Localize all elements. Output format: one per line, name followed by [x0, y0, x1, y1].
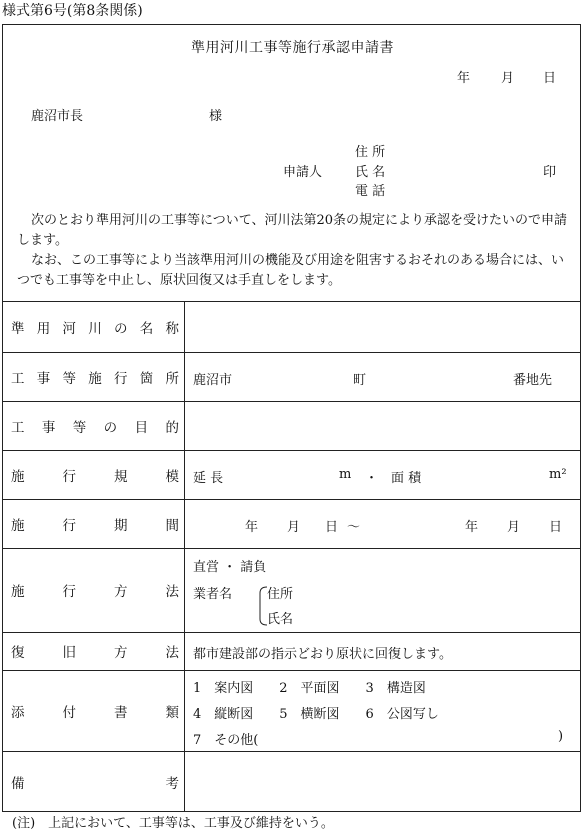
length-label: 延 長: [193, 471, 224, 486]
application-form: [2, 24, 581, 812]
label-char: 事: [36, 370, 51, 387]
footnote: (注) 上記において、工事等は、工事及び維持をいう。: [12, 816, 334, 831]
label-char: 行: [62, 584, 76, 600]
label-char: 法: [165, 584, 179, 600]
label-char: 川: [88, 320, 102, 337]
body-paragraph-2: なお、この工事等により当該準用河川の機能及び用途を阻害するおそれのある場合には、いつでも工事等を中止し、原状回復又は手直しをします。: [17, 253, 565, 288]
period-range: 〜: [347, 520, 361, 535]
address-label: 住 所: [355, 145, 386, 160]
period-start-day: 日: [325, 520, 339, 535]
period-end-day: 日: [549, 520, 563, 535]
label-char: の: [114, 320, 128, 337]
area-unit: m²: [549, 467, 567, 482]
row-label-remarks: [11, 751, 179, 813]
restoration-text: 都市建設部の指示どおり原状に回復します。: [193, 647, 452, 662]
row-label-method: [11, 548, 179, 632]
label-char: 施: [88, 370, 102, 387]
label-char: 書: [114, 704, 128, 721]
applicant-label: 申請人: [283, 165, 323, 180]
contractor-label: 業者名: [193, 587, 233, 602]
label-char: 的: [165, 419, 179, 436]
seal-mark: 印: [543, 165, 557, 180]
label-char: 名: [139, 320, 154, 337]
area-label: 面 積: [391, 471, 422, 486]
location-city: 鹿沼市: [193, 373, 233, 388]
label-char: 旧: [62, 645, 76, 661]
label-char: 方: [114, 645, 128, 661]
label-char: 備: [11, 776, 25, 792]
row-label-scale: [11, 450, 179, 499]
period-start-year: 年: [245, 520, 259, 535]
period-end-month: 月: [507, 520, 521, 535]
row-label-restoration: [11, 632, 179, 670]
phone-label: 電 話: [355, 184, 386, 199]
date-year: 年: [457, 71, 471, 86]
body-paragraph-1: 次のとおり準用河川の工事等について、河川法第20条の規定により承認を受けたいので申請します。: [17, 213, 568, 248]
label-char: 施: [11, 468, 25, 485]
label-char: 復: [11, 645, 25, 661]
label-char: 方: [114, 584, 128, 600]
label-char: 等: [62, 370, 76, 387]
label-char: 行: [62, 517, 76, 534]
label-char: の: [103, 419, 118, 436]
label-char: 河: [62, 320, 76, 337]
label-char: 間: [165, 517, 179, 534]
label-char: 箇: [139, 370, 154, 387]
label-char: 事: [41, 419, 56, 436]
label-char: 規: [114, 468, 128, 485]
scale-separator: ・: [365, 471, 379, 486]
row-label-purpose: [11, 401, 179, 450]
row-label-location: [11, 352, 179, 401]
form-number: 様式第6号(第8条関係): [2, 3, 143, 19]
name-label: 氏 名: [355, 165, 386, 180]
period-end-year: 年: [465, 520, 479, 535]
form-title: 準用河川工事等施行承認申請書: [191, 40, 394, 56]
contractor-address: 住所: [267, 587, 294, 602]
date-month: 月: [501, 71, 515, 86]
attachments-line-3: 7 その他(: [193, 733, 259, 748]
label-char: 工: [11, 370, 25, 387]
label-char: 用: [36, 320, 51, 337]
row-label-attachments: [11, 670, 179, 751]
date-day: 日: [543, 71, 557, 86]
length-unit: m: [339, 467, 352, 482]
period-start-month: 月: [287, 520, 301, 535]
location-lot: 番地先: [513, 373, 553, 388]
location-town: 町: [353, 373, 367, 388]
label-char: 付: [62, 704, 76, 721]
label-char: 所: [165, 370, 179, 387]
label-char: 考: [165, 776, 179, 792]
label-char: 添: [11, 704, 25, 721]
label-char: 行: [62, 468, 76, 485]
row-label-river-name: [11, 301, 179, 352]
label-char: 施: [11, 584, 25, 600]
label-char: 期: [114, 517, 128, 534]
label-char: 目: [134, 419, 149, 436]
contractor-name: 氏名: [267, 612, 294, 627]
method-options: 直営 ・ 請負: [193, 560, 267, 575]
label-char: 工: [11, 419, 25, 436]
row-label-period: [11, 499, 179, 548]
honorific: 様: [209, 109, 223, 124]
label-char: 称: [165, 320, 179, 337]
label-char: 法: [165, 645, 179, 661]
addressee: 鹿沼市長: [31, 109, 84, 124]
label-char: 等: [72, 419, 87, 436]
label-char: 準: [11, 320, 25, 337]
attachments-line-3-close: ): [558, 729, 564, 744]
label-char: 行: [114, 370, 128, 387]
label-char: 模: [165, 468, 179, 485]
attachments-line-2: 4 縦断図 5 横断図 6 公図写し: [193, 707, 439, 722]
attachments-line-1: 1 案内図 2 平面図 3 構造図: [193, 681, 426, 696]
label-char: 類: [165, 704, 179, 721]
label-char: 施: [11, 517, 25, 534]
